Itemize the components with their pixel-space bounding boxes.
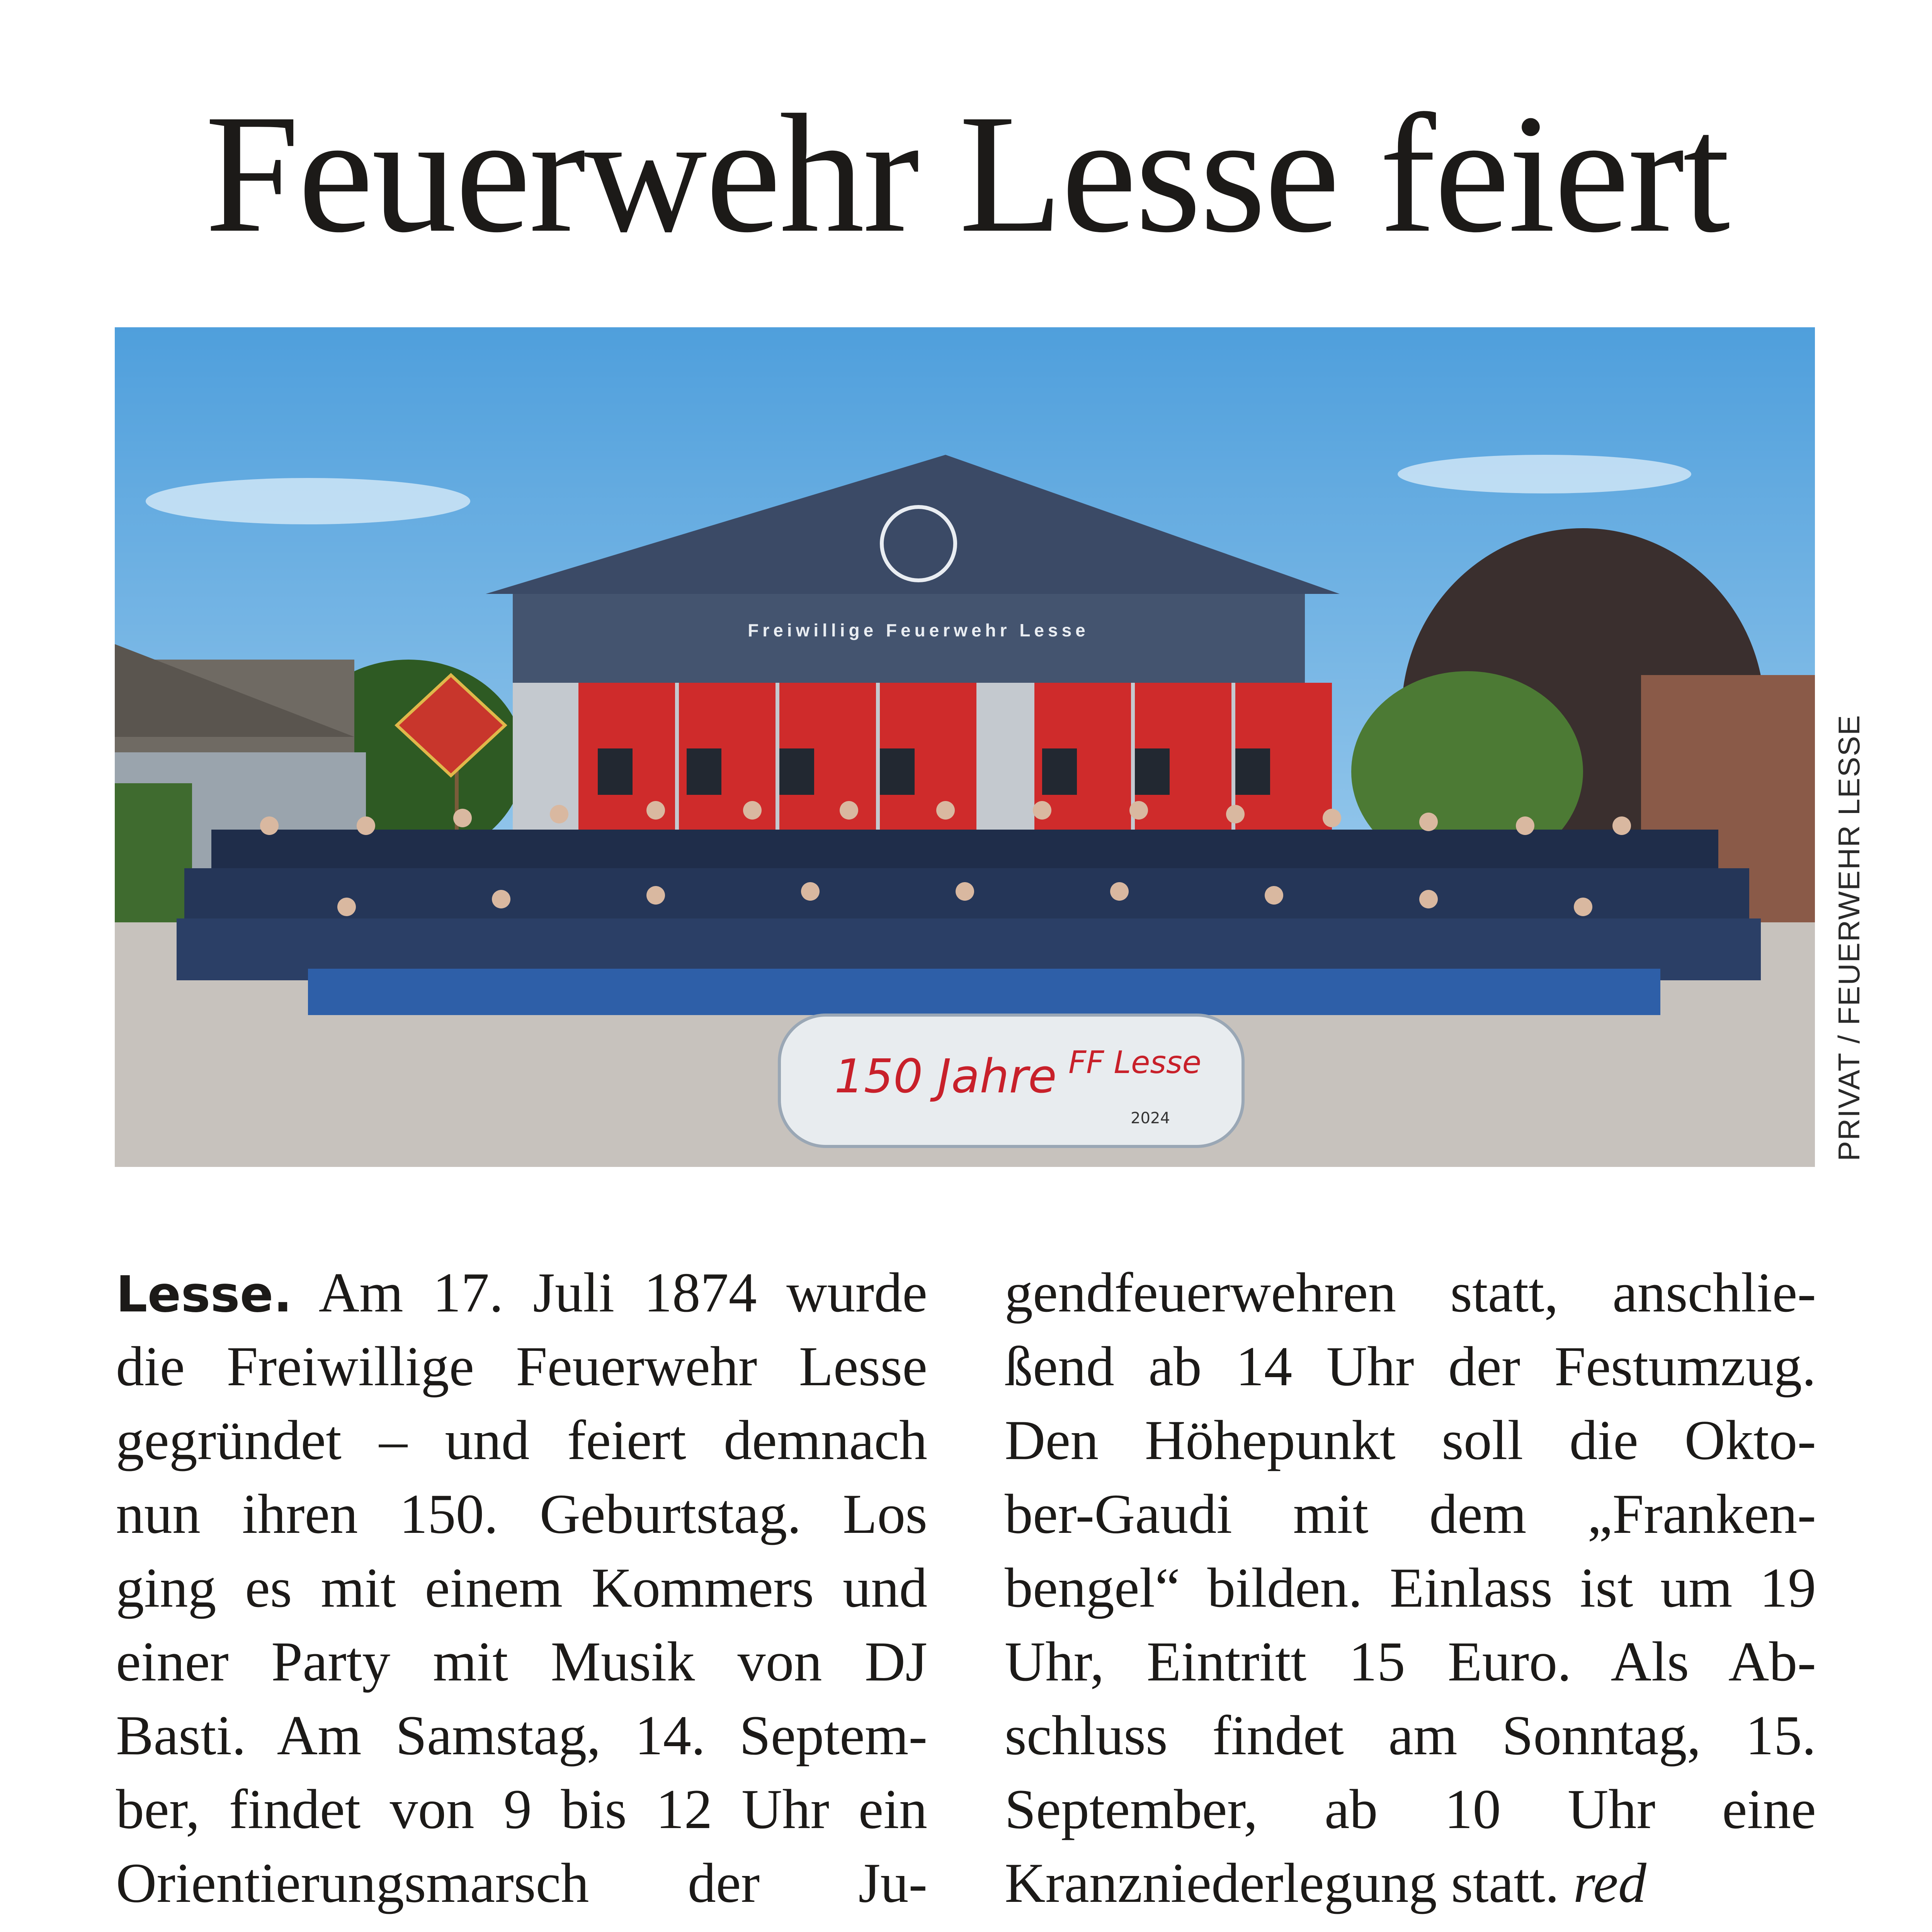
body-line-18 (1005, 1846, 1816, 1920)
building-sign: Freiwillige Feuerwehr Lesse (748, 620, 1089, 640)
body-line-13: ber-Gaudi mit dem „Franken- (1005, 1483, 1816, 1545)
photo-illustration (115, 327, 1815, 1167)
body-line-10: gendfeuerwehren statt, anschlie- (1005, 1261, 1816, 1324)
body-line-1-text: Am 17. Juli 1874 wurde (318, 1261, 927, 1324)
body-line-8: ber, findet von 9 bis 12 Uhr ein (116, 1778, 927, 1840)
body-line-6: einer Party mit Musik von DJ (116, 1630, 927, 1693)
body-line-3: gegründet – und feiert demnach (116, 1409, 927, 1471)
body-line-16: schluss findet am Sonntag, 15. (1005, 1704, 1816, 1767)
body-line-15: Uhr, Eintritt 15 Euro. Als Ab- (1005, 1630, 1816, 1693)
body-line-11: ßend ab 14 Uhr der Festumzug. (1005, 1335, 1816, 1398)
banner-year: 2024 (1131, 1109, 1170, 1127)
body-line-1 (116, 1256, 927, 1330)
anniversary-banner (779, 1015, 1243, 1146)
banner-main: 150 Jahre (834, 1050, 1057, 1104)
body-line-17: September, ab 10 Uhr eine (1005, 1778, 1816, 1840)
body-line-2: die Freiwillige Feuerwehr Lesse (116, 1335, 927, 1398)
author-signature: red (1573, 1852, 1646, 1914)
body-line-4: nun ihren 150. Geburtstag. Los (116, 1483, 927, 1545)
crowd (177, 801, 1761, 1015)
headline: Feuerwehr Lesse feiert (205, 80, 1729, 268)
dateline: Lesse. (116, 1266, 293, 1323)
body-line-14: bengel“ bilden. Einlass ist um 19 (1005, 1556, 1816, 1619)
banner-sub: FF Lesse (1068, 1044, 1201, 1080)
body-line-12: Den Höhepunkt soll die Okto- (1005, 1409, 1816, 1471)
article-column-right (1005, 1256, 1816, 1920)
body-line-9: Orientierungsmarsch der Ju- (116, 1852, 927, 1914)
body-line-7: Basti. Am Samstag, 14. Septem- (116, 1704, 927, 1767)
body-line-18-text: Kranzniederlegung statt. (1005, 1852, 1560, 1914)
group-photo (115, 327, 1815, 1167)
body-line-5: ging es mit einem Kommers und (116, 1556, 927, 1619)
photo-credit: PRIVAT / FEUERWEHR LESSE (1832, 714, 1866, 1161)
article-column-left (116, 1256, 927, 1920)
